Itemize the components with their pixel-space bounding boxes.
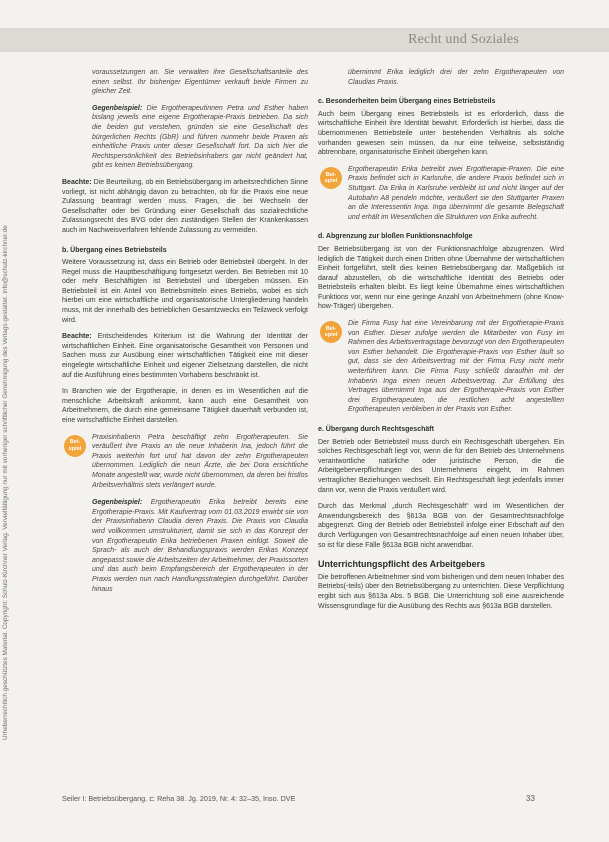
copyright-text: Urheberrechtlich geschütztes Material. Copyright: Schulz-Kirchner Verlag. Vervielfältigung nur mit vorheriger schriftlicher Genehmigung des Verlags gestattet. info@schulz-kirchner.de	[2, 225, 9, 740]
counterexample	[62, 498, 308, 594]
counterexample-label: Gegenbeispiel:	[92, 499, 143, 507]
section-heading: d. Abgrenzung zur bloßen Funktionsnachfolge	[318, 233, 473, 241]
example-text: Die Firma Fusy hat eine Vereinbarung mit der Ergotherapie-Praxis von Esther. Dieser zufolge werden die Mitarbeiter von Fusy im Rahmen des Arbeitsvertragstage bevorzugt von den Ergotherapeuten von Esther behandelt. Die Ergotherapie-Praxis von Esther läuft so gut, dass sie den Arbeitsvertrag mit der Firma Fusy nicht mehr weiterführen kann. Die Firma Fusy schließt daraufhin mit der Inhaberin Inga einen neuen Arbeitsvertrag. Zur Erfüllung des Vertrages übernimmt Inga aus der Ergotherapie-Praxis von Esther drei Ergotherapeuten, die restlichen acht angestellten Ergotherapeuten verbleiben in der Praxis von Esther.	[348, 320, 564, 414]
paragraph: Auch beim Übergang eines Betriebsteils ist es erforderlich, dass die wirtschaftliche Einheit ihre Identität bewahrt. Erforderlich ist hierbei, dass die übernommenen Betriebsteile unter bestehenden Verhältnis als solche vorhanden gewesen sein müssen, da nur eine teilweise, selbstständig abtrennbare, organisatorische Einheit übergehen kann.	[318, 110, 564, 157]
paragraph: Der Betrieb oder Betriebsteil muss durch ein Rechtsgeschäft übergehen. Ein solches Rechtsgeschäft liegt vor, wenn die für den Betrieb des Unternehmens verantwortliche natürliche oder juristische Person, die die Arbeitgeberverpflichtungen des Unternehmens eingeht, im Rahmen vertraglicher Beziehungen wechselt. Ein Rechtsgeschäft liegt jedenfalls immer dann vor, wenn die Praxis veräußert wird.	[318, 438, 564, 494]
note-paragraph	[62, 332, 308, 380]
example-badge-icon	[320, 167, 342, 189]
example-badge-icon	[64, 435, 86, 457]
page-number: 33	[526, 794, 535, 803]
badge-label: Bei- spiel	[68, 439, 82, 452]
paragraph: übernimmt Erika lediglich drei der zehn Ergotherapeuten von Claudias Praxis.	[348, 69, 564, 86]
paragraph: In Branchen wie der Ergotherapie, in denen es im Wesentlichen auf die menschliche Arbeitskraft ankommt, kann auch eine Gesamtheit von Arbeitnehmern, die durch eine gemeinsame Tätigkeit dauerhaft verbunden ist, eine wirtschaftliche Einheit darstellen.	[62, 388, 308, 424]
note-text: Entscheidendes Kriterium ist die Wahrung der Identität der wirtschaftlichen Einheit. Eine organisatorische Gesamtheit von Personen und Sachen muss zur Ausübung einer wirtschaftlichen Tätigkeit eine mit dieser eingelegte wirtschaftliche Einheit und eigener Zielsetzung darstellen, die nicht auf die Ausführung eines bestimmten Vorhabens beschränkt ist.	[62, 333, 308, 379]
section-heading: e. Übergang durch Rechtsgeschäft	[318, 426, 434, 433]
note-label: Beachte:	[62, 178, 92, 186]
example-badge-icon	[320, 321, 342, 343]
counterexample-label: Gegenbeispiel:	[92, 104, 143, 112]
copyright-side-note	[2, 60, 14, 740]
badge-label: Bei- spiel	[324, 325, 338, 339]
section-title: Recht und Soziales	[408, 32, 519, 47]
paragraph: voraussetzungen an. Sie verwalten ihre Gesellschaftsanteile des einen selbst. Ihr bisheriger Eigentümer verkauft beide Firmen zu gleicher Zeit.	[92, 69, 308, 96]
section-heading: b. Übergang eines Betriebsteils	[62, 246, 167, 254]
left-column	[62, 68, 308, 601]
paragraph: Durch das Merkmal „durch Rechtsgeschäft“ wird im Wesentlichen der Anwendungsbereich des §613a BGB von der Gesamtrechtsnachfolge abgegrenzt. Ging der Betrieb oder Betriebsteil infolge einer Erbschaft auf den durch Verfügungen von Gesamtrechtsnachfolge auf einen neuen Inhaber über, so ist für diese Fälle §613a BGB nicht anwendbar.	[318, 503, 564, 549]
example-box	[318, 165, 564, 223]
counterexample	[62, 104, 308, 171]
example-text: Praxisinhaberin Petra beschäftigt zehn Ergotherapeuten. Sie veräußert ihre Praxis an die neue Inhaberin Ina, jedoch führt die Praxis weiterhin fort und hat davon der zehn Ergotherapeuten übernommen. Lediglich die neun Ärzte, die bei Dora ersichtliche Monate angestellt war, wurde nicht übernommen, da deren bei fristlos Arbeitsverhältnis stets verlängert wurde.	[92, 433, 308, 489]
badge-label: Bei- spiel	[324, 171, 338, 184]
example-box	[62, 433, 308, 491]
example-text: Ergotherapeutin Erika betreibt zwei Ergotherapie-Praxen. Die eine Praxis befindet sich in Karlsruhe, die andere Praxis befindet sich in Stuttgart. Da Erika in Karlsruhe verbleibt ist und nicht länger auf der Autobahn A8 pendeln möchte, veräußert sie den Stuttgarter Praxen an die Interessentin Inga. Inga übernimmt die gesamte Belegschaft und erhält im Wesentlichen die Strukturen von Erika aufrecht.	[348, 165, 564, 221]
paragraph: Die betroffenen Arbeitnehmer sind vom bisherigen und dem neuen Inhaber des Betriebs(-teils) über den Betriebsübergang zu unterrichten. Diese Verpflichtung ergibt sich aus §613a Abs. 5 BGB. Die Unterrichtung soll eine ausreichende Wissensgrundlage für die Ausübung des Rechts aus §613a BGB darstellen.	[318, 573, 564, 610]
note-paragraph	[62, 178, 308, 236]
note-label: Beachte:	[62, 333, 92, 341]
paragraph: Weitere Voraussetzung ist, dass ein Betrieb oder Betriebsteil übergeht. In der Regel muss die Hauptbeschäftigung fortgesetzt werden. Bei Betrieben mit 10 oder mehr Beschäftigten ist Betriebsteil und übergeben müssen. Ein Betriebsteil ist ein Anteil von Betriebsmitteln eines Betriebs, wobei es sich hierbei um eine wirtschaftliche und organisatorische Untergliederung handeln muss, mit der innerhalb des betrieblichen Gesamtzwecks ein Teilzweck verfolgt wird.	[62, 259, 308, 324]
subsection-heading: Unterrichtungspflicht des Arbeitgebers	[318, 559, 486, 570]
example-box	[318, 319, 564, 415]
paragraph: Der Betriebsübergang ist von der Funktionsnachfolge abzugrenzen. Wird lediglich die Tätigkeit durch einen Dritten ohne Übernahme der wirtschaftlichen Einheit fortgeführt, stellt dies keinen Betriebsübergang dar. Maßgeblich ist darauf abzustellen, ob die wirtschaftliche Identität des Betriebs oder Betriebsteils erhalten bleibt. Es liegt keine Übernahme eines wirtschaftlichen Funktions vor, wenn nur eine geringe Anzahl von Arbeitnehmern (ohne Know-how-Träger) übergehen.	[318, 245, 564, 311]
section-heading: c. Besonderheiten beim Übergang eines Betriebsteils	[318, 98, 496, 106]
right-column	[318, 68, 564, 618]
counterexample-text: Ergotherapeutin Erika betreibt bereits eine Ergotherapie-Praxis. Mit Kaufvertrag vom 01.03.2019 erwirbt sie von der Praxisinhaberin Claudia deren Praxis. Die Praxis von Claudia wird vollkommen umstrukturiert, damit sie sich in das Konzept der von Ergotherapeutin Erika betriebenen Praxen einfügt. Soweit die Sprach- als auch der Behandlungspraxis werden Erikas Konzept angepasst sowie die Arbeitszeiten der Arbeitnehmer, der Praxissorten und das auch beim Empfangsbereich der Ergotherapeuten in der Praxis werden nun nach Handlungsstrategien durchgeführt. Darüber hinaus	[92, 499, 308, 593]
counterexample-text: Die Ergotherapeutinnen Petra und Esther haben bislang jeweils eine eigene Ergotherapie-Praxis betrieben. Da sich die beiden gut verstehen, gründen sie eine Gesellschaft des bürgerlichen Rechts (GbR) und führen nunmehr beide Praxen als einheitliche Praxis unter dieser Gesellschaft fort. Da sich hier die Rechtspersönlichkeit des Betriebsinhabers gar nicht geändert hat, gibt es keinen Betriebsübergang.	[92, 104, 309, 170]
footer-citation: Seiler I: Betriebsübergang. ⊏ Reha 38. Jg. 2019, Nr. 4: 32–35, Inso. DVE	[62, 794, 296, 803]
note-text: Die Beurteilung, ob ein Betriebsübergang im arbeitsrechtlichen Sinne vorliegt, ist nicht abhängig davon zu betrachten, ob für die Praxis eine neue Zulassung beantragt werden muss. Fragen, die bei Wechseln der Gesellschafter oder bei Gründung einer Gesellschaft das sozialrechtliche Zulassungsrecht des BVG oder den zuständigen Stellen der Krankenkassen auch im Nachweisverfahren fehlende Zulassung zu vermeiden.	[62, 178, 308, 234]
